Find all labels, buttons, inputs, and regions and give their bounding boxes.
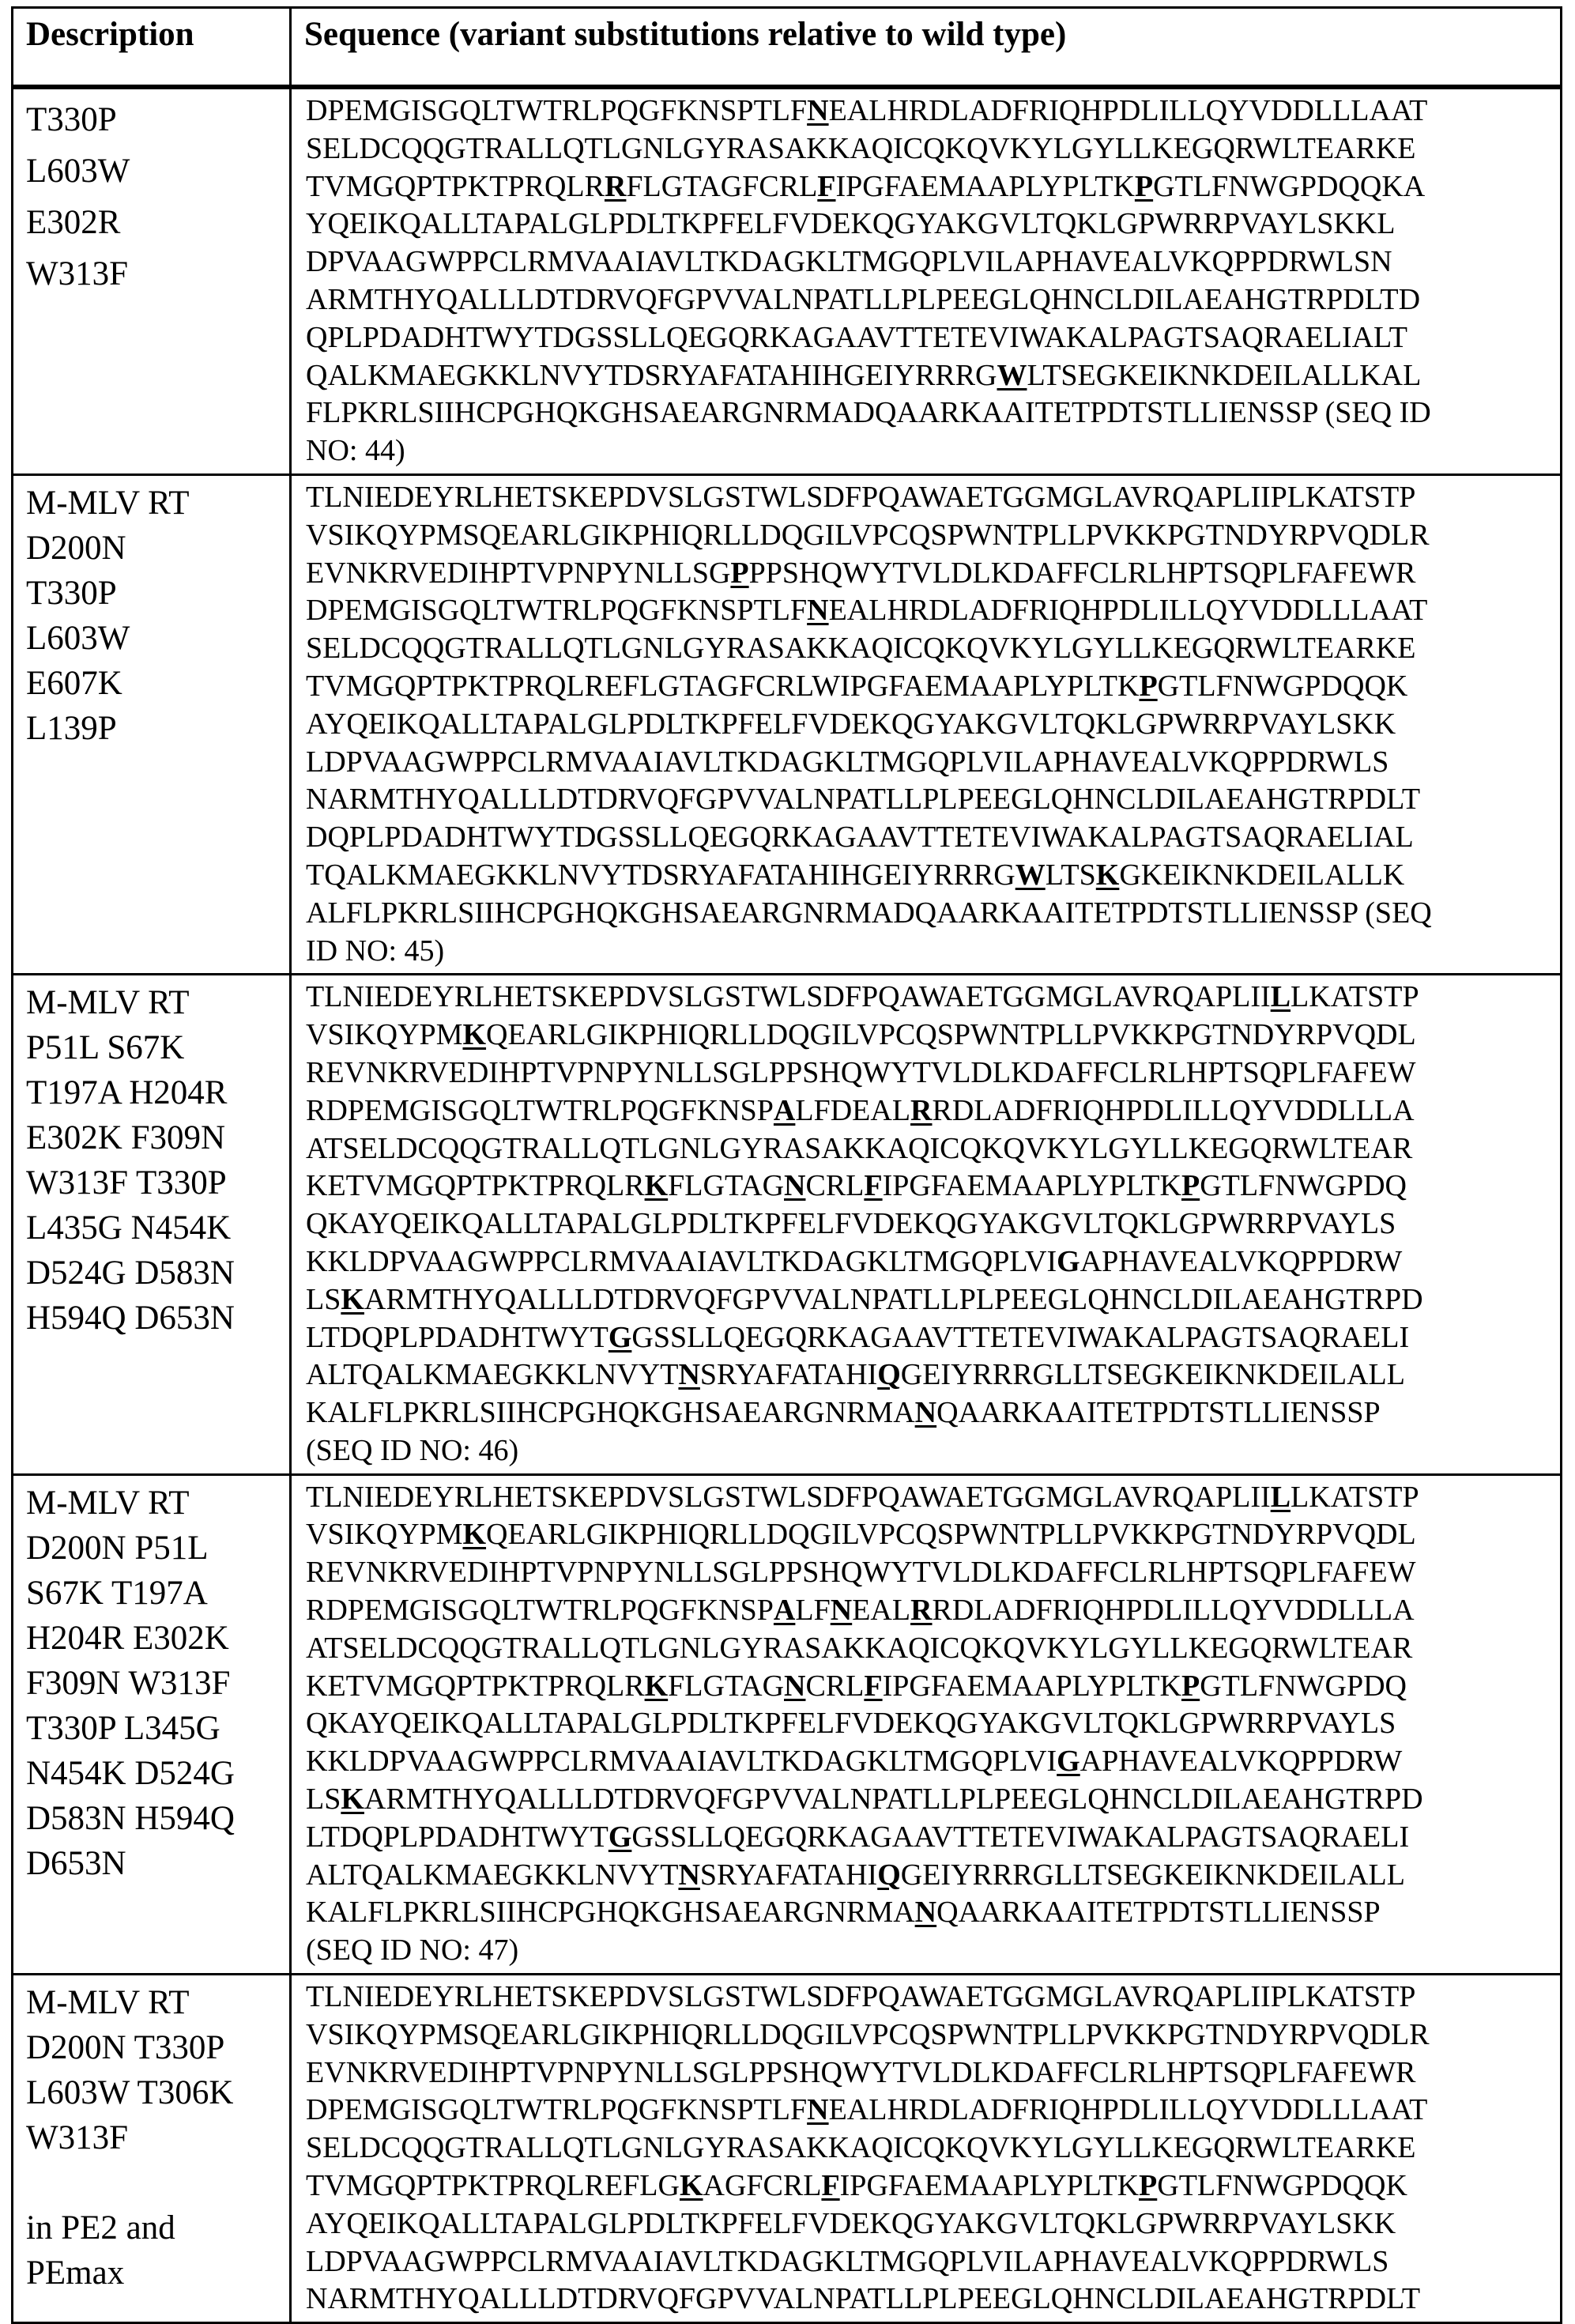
substitution-residue: N [678,1358,699,1391]
description-line: L603W [26,145,289,197]
description-cell [13,87,291,474]
sequence-segment: QKAYQEIKQALLTAPALGLPDLTKPFELFVDEKQGYAKGVLTQKLGPWRRPVAYLS [306,1207,1396,1240]
sequence-line [306,1932,1560,1970]
sequence-line [306,819,1560,857]
sequence-segment: LTDQPLPDADHTWYT [306,1820,609,1854]
substitution-residue: P [1181,1669,1200,1703]
sequence-segment: DPEMGISGQLTWTRLPQGFKNSPTLF [306,2093,807,2126]
sequence-segment: (SEQ ID NO: 47) [306,1934,518,1967]
highlighted-residue: G [1057,1245,1080,1278]
sequence-segment: ATSELDCQQGTRALLQTLGNLGYRASAKKAQICQKQVKYLGYLLKEGQRWLTEAR [306,1132,1412,1165]
sequence-segment: LS [306,1783,341,1816]
description-line: D200N [26,526,289,571]
description-line: H594Q D653N [26,1296,289,1341]
sequence-segment: RDPEMGISGQLTWTRLPQGFKNSP [306,1594,774,1627]
sequence-segment: TLNIEDEYRLHETSKEPDVSLGSTWLSDFPQAWAETGGMGLAVRQAPLII [306,1481,1271,1514]
sequence-line [306,2243,1560,2281]
description-line: S67K T197A [26,1571,289,1616]
description-line: in PE2 and [26,2205,289,2250]
sequence-segment: REVNKRVEDIHPTVPNPYNLLSGLPPSHQWYTVLDLKDAFFCLRLHPTSQPLFAFEW [306,1556,1415,1589]
substitution-residue: A [774,1594,795,1627]
sequence-segment: KKLDPVAAGWPPCLRMVAAIAVLTKDAGKLTMGQPLVI [306,1745,1057,1778]
sequence-segment: LKATSTP [1291,1481,1419,1514]
sequence-segment: DPVAAGWPPCLRMVAAIAVLTKDAGKLTMGQPLVILAPHAVEALVKQPPDRWLSN [306,245,1392,278]
sequence-segment: EVNKRVEDIHPTVPNPYNLLSGLPPSHQWYTVLDLKDAFFCLRLHPTSQPLFAFEWR [306,2056,1415,2089]
sequence-line [306,243,1560,281]
description-line: D653N [26,1841,289,1886]
sequence-segment: GTLFNWGPDQQK [1158,670,1408,703]
description-line: E607K [26,661,289,706]
substitution-residue: K [341,1783,364,1816]
sequence-segment: CRL [805,1669,864,1703]
sequence-line [306,479,1560,517]
sequence-segment: EVNKRVEDIHPTVPNPYNLLSG [306,556,730,590]
substitution-residue: Q [877,1358,901,1391]
description-line: P51L S67K [26,1025,289,1070]
header-description: Description [13,8,291,88]
sequence-line [306,92,1560,130]
sequence-segment: EALHRDLADFRIQHPDLILLQYVDDLLLAAT [829,594,1428,627]
sequence-line [306,1554,1560,1592]
sequence-segment: TVMGQPTPKTPRQLREFLG [306,2169,680,2202]
sequence-segment: CRL [805,1169,864,1202]
sequence-cell [291,474,1562,974]
sequence-line [306,933,1560,971]
sequence-line [306,1168,1560,1205]
sequence-line [306,2167,1560,2205]
sequence-segment: GKEIKNKDEILALLK [1119,858,1404,892]
sequence-segment: FLGTAGFCRL [626,170,817,203]
substitution-residue: G [609,1321,632,1354]
sequence-segment: DPEMGISGQLTWTRLPQGFKNSPTLF [306,594,807,627]
sequence-segment: LTDQPLPDADHTWYT [306,1321,609,1354]
sequence-line [306,744,1560,782]
substitution-residue: F [864,1169,882,1202]
sequence-segment: TLNIEDEYRLHETSKEPDVSLGSTWLSDFPQAWAETGGMGLAVRQAPLIIPLKATSTP [306,481,1415,514]
description-line: W313F [26,2115,289,2160]
table-row [13,87,1562,474]
sequence-cell [291,1474,1562,1974]
sequence-line [306,706,1560,744]
sequence-segment: VSIKQYPMSQEARLGIKPHIQRLLDQGILVPCQSPWNTPLLPVKKPGTNDYRPVQDLR [306,2018,1430,2051]
sequence-line [306,1979,1560,2017]
sequence-line [306,2017,1560,2054]
sequence-line [306,1781,1560,1819]
sequence-segment: NARMTHYQALLLDTDRVQFGPVVALNPATLLPLPEEGLQHNCLDILAEAHGTRPDLT [306,2282,1420,2315]
sequence-line [306,1630,1560,1668]
header-row [13,8,1562,88]
sequence-segment: ALTQALKMAEGKKLNVYT [306,1358,678,1391]
sequence-segment: GTLFNWGPDQQKA [1153,170,1425,203]
sequence-line [306,668,1560,706]
sequence-segment: RDLADFRIQHPDLILLQYVDDLLLA [933,1594,1415,1627]
substitution-residue: N [784,1669,805,1703]
sequence-segment: LFDEAL [795,1094,910,1127]
sequence-segment: EALHRDLADFRIQHPDLILLQYVDDLLLAAT [829,94,1428,127]
sequence-segment: ARMTHYQALLLDTDRVQFGPVVALNPATLLPLPEEGLQHNCLDILAEAHGTRPDLTD [306,283,1420,316]
sequence-segment: AYQEIKQALLTAPALGLPDLTKPFELFVDEKQGYAKGVLTQKLGPWRRPVAYLSKK [306,2207,1396,2240]
sequence-segment: DQPLPDADHTWYTDGSSLLQEGQRKAGAAVTTETEVIWAKALPAGTSAQRAELIAL [306,821,1414,854]
sequence-segment: TVMGQPTPKTPRQLR [306,170,605,203]
sequence-segment: KALFLPKRLSIIHCPGHQKGHSAEARGNRMA [306,1396,915,1429]
substitution-residue: L [1271,1481,1291,1514]
substitution-residue: P [1139,2169,1157,2202]
sequence-line [306,1479,1560,1517]
sequence-line [306,857,1560,895]
substitution-residue: K [645,1669,669,1703]
sequence-segment: GTLFNWGPDQQK [1157,2169,1407,2202]
sequence-line [306,319,1560,357]
substitution-residue: N [678,1858,699,1892]
variant-sequence-table [11,6,1562,2324]
sequence-line [306,555,1560,593]
table-row [13,975,1562,1474]
sequence-line [306,168,1560,206]
description-line: L139P [26,706,289,751]
sequence-line [306,1592,1560,1630]
substitution-residue: P [730,556,748,590]
sequence-line [306,357,1560,395]
sequence-segment: GTLFNWGPDQ [1200,1169,1407,1202]
sequence-segment: REVNKRVEDIHPTVPNPYNLLSGLPPSHQWYTVLDLKDAFFCLRLHPTSQPLFAFEW [306,1056,1415,1089]
description-line: H204R E302K [26,1616,289,1661]
sequence-segment: QAARKAAITETPDTSTLLIENSSP [936,1396,1381,1429]
sequence-cell [291,1975,1562,2323]
sequence-line [306,895,1560,933]
description-line: W313F [26,248,289,300]
description-line: W313F T330P [26,1160,289,1205]
sequence-segment: GSSLLQEGQRKAGAAVTTETEVIWAKALPAGTSAQRAELI [631,1820,1409,1854]
sequence-line [306,517,1560,555]
sequence-segment: QEARLGIKPHIQRLLDQGILVPCQSPWNTPLLPVKKPGTNDYRPVQDL [486,1518,1416,1551]
description-line: N454K D524G [26,1751,289,1796]
sequence-line [306,1243,1560,1281]
description-cell [13,474,291,974]
substitution-residue: R [910,1094,932,1127]
substitution-residue: G [1057,1745,1080,1778]
sequence-segment: QAARKAAITETPDTSTLLIENSSP [936,1896,1381,1929]
sequence-segment: EAL [852,1594,910,1627]
substitution-residue: W [997,359,1027,392]
sequence-segment: GEIYRRRGLLTSEGKEIKNKDEILALL [901,1358,1405,1391]
substitution-residue: G [609,1820,632,1854]
substitution-residue: Q [877,1858,901,1892]
sequence-segment: APHAVEALVKQPPDRW [1080,1245,1403,1278]
description-line: PEmax [26,2250,289,2296]
sequence-line [306,1743,1560,1781]
substitution-residue: N [807,94,828,127]
description-line: L435G N454K [26,1205,289,1251]
table-row [13,1975,1562,2323]
sequence-line [306,1668,1560,1706]
sequence-segment: TLNIEDEYRLHETSKEPDVSLGSTWLSDFPQAWAETGGMGLAVRQAPLIIPLKATSTP [306,1980,1415,2013]
sequence-segment: EALHRDLADFRIQHPDLILLQYVDDLLLAAT [829,2093,1428,2126]
substitution-residue: N [831,1594,852,1627]
substitution-residue: K [1096,858,1120,892]
sequence-segment: AGFCRL [703,2169,822,2202]
header-sequence: Sequence (variant substitutions relative to wild type) [291,8,1562,88]
description-line: E302K F309N [26,1115,289,1160]
description-cell [13,975,291,1474]
sequence-segment: ARMTHYQALLLDTDRVQFGPVVALNPATLLPLPEEGLQHNCLDILAEAHGTRPD [364,1783,1423,1816]
sequence-segment: LF [795,1594,830,1627]
substitution-residue: K [341,1283,364,1316]
sequence-segment: RDLADFRIQHPDLILLQYVDDLLLA [932,1094,1414,1127]
sequence-segment: (SEQ ID NO: 46) [306,1434,518,1467]
sequence-segment: DPEMGISGQLTWTRLPQGFKNSPTLF [306,94,807,127]
sequence-segment: IPGFAEMAAPLYPLTK [883,1169,1181,1202]
sequence-segment: FLGTAG [668,1669,784,1703]
description-cell [13,1474,291,1974]
sequence-line [306,1130,1560,1168]
sequence-line [306,1857,1560,1895]
description-line: M-MLV RT [26,980,289,1025]
description-line: T330P [26,94,289,145]
substitution-residue: K [680,2169,703,2202]
sequence-segment: ARMTHYQALLLDTDRVQFGPVVALNPATLLPLPEEGLQHNCLDILAEAHGTRPD [364,1283,1423,1316]
sequence-line [306,630,1560,668]
table-row [13,1474,1562,1974]
sequence-line [306,592,1560,630]
description-line: F309N W313F [26,1661,289,1706]
sequence-segment: LTSEGKEIKNKDEILALLKAL [1027,359,1421,392]
sequence-segment: FLGTAG [668,1169,784,1202]
description-line [26,2160,289,2205]
sequence-cell [291,975,1562,1474]
sequence-segment: GSSLLQEGQRKAGAAVTTETEVIWAKALPAGTSAQRAELI [631,1321,1409,1354]
sequence-segment: LDPVAAGWPPCLRMVAAIAVLTKDAGKLTMGQPLVILAPHAVEALVKQPPDRWLS [306,2245,1388,2278]
sequence-segment: KETVMGQPTPKTPRQLR [306,1169,645,1202]
sequence-line [306,2092,1560,2130]
substitution-residue: F [864,1669,882,1703]
sequence-line [306,1432,1560,1470]
sequence-segment: IPGFAEMAAPLYPLTK [883,1669,1181,1703]
table-row [13,474,1562,974]
substitution-residue: R [605,170,626,203]
description-line: T330P [26,571,289,616]
sequence-segment: SELDCQQGTRALLQTLGNLGYRASAKKAQICQKQVKYLGYLLKEGQRWLTEARKE [306,132,1416,165]
sequence-segment: SELDCQQGTRALLQTLGNLGYRASAKKAQICQKQVKYLGYLLKEGQRWLTEARKE [306,2131,1416,2164]
description-line: D524G D583N [26,1251,289,1296]
sequence-segment: QEARLGIKPHIQRLLDQGILVPCQSPWNTPLLPVKKPGTNDYRPVQDL [486,1018,1416,1051]
sequence-segment: NARMTHYQALLLDTDRVQFGPVVALNPATLLPLPEEGLQHNCLDILAEAHGTRPDLT [306,783,1420,816]
sequence-segment: ID NO: 45) [306,934,444,968]
table-body [13,87,1562,2323]
sequence-segment: QKAYQEIKQALLTAPALGLPDLTKPFELFVDEKQGYAKGVLTQKLGPWRRPVAYLS [306,1707,1396,1740]
substitution-residue: N [915,1396,936,1429]
sequence-segment: LKATSTP [1291,980,1419,1013]
sequence-segment: VSIKQYPMSQEARLGIKPHIQRLLDQGILVPCQSPWNTPLLPVKKPGTNDYRPVQDLR [306,519,1430,552]
sequence-line [306,1819,1560,1857]
sequence-segment: IPGFAEMAAPLYPLTK [840,2169,1139,2202]
sequence-line [306,206,1560,243]
substitution-residue: N [807,594,828,627]
substitution-residue: K [645,1169,669,1202]
substitution-residue: F [817,170,835,203]
sequence-line [306,394,1560,432]
sequence-line [306,1516,1560,1554]
sequence-segment: IPGFAEMAAPLYPLTK [836,170,1135,203]
sequence-segment: VSIKQYPM [306,1018,462,1051]
sequence-line [306,979,1560,1017]
sequence-line [306,2281,1560,2318]
sequence-line [306,781,1560,819]
sequence-segment: NO: 44) [306,434,405,467]
description-line: D200N P51L [26,1526,289,1571]
description-line: L603W [26,616,289,661]
sequence-line [306,1281,1560,1319]
sequence-segment: QALKMAEGKKLNVYTDSRYAFATAHIHGEIYRRRG [306,359,997,392]
description-line: M-MLV RT [26,1980,289,2025]
description-line: D583N H594Q [26,1796,289,1841]
substitution-residue: F [821,2169,839,2202]
sequence-segment: ALTQALKMAEGKKLNVYT [306,1858,678,1892]
sequence-line [306,1356,1560,1394]
substitution-residue: K [462,1518,486,1551]
sequence-segment: SELDCQQGTRALLQTLGNLGYRASAKKAQICQKQVKYLGYLLKEGQRWLTEARKE [306,632,1416,665]
substitution-residue: N [915,1896,936,1929]
sequence-line [306,1319,1560,1357]
sequence-segment: SRYAFATAHI [700,1358,877,1391]
sequence-line [306,1017,1560,1054]
sequence-segment: KKLDPVAAGWPPCLRMVAAIAVLTKDAGKLTMGQPLVI [306,1245,1057,1278]
sequence-segment: LDPVAAGWPPCLRMVAAIAVLTKDAGKLTMGQPLVILAPHAVEALVKQPPDRWLS [306,745,1388,779]
sequence-line [306,1054,1560,1092]
sequence-line [306,1092,1560,1130]
sequence-segment: AYQEIKQALLTAPALGLPDLTKPFELFVDEKQGYAKGVLTQKLGPWRRPVAYLSKK [306,707,1396,741]
substitution-residue: K [462,1018,486,1051]
substitution-residue: P [1135,170,1153,203]
substitution-residue: N [807,2093,828,2126]
description-line: M-MLV RT [26,1481,289,1526]
sequence-segment: FLPKRLSIIHCPGHQKGHSAEARGNRMADQAARKAAITETPDTSTLLIENSSP (SEQ ID [306,396,1431,429]
sequence-segment: VSIKQYPM [306,1518,462,1551]
sequence-line [306,1394,1560,1432]
sequence-segment: KETVMGQPTPKTPRQLR [306,1669,645,1703]
description-line: T197A H204R [26,1070,289,1115]
sequence-line [306,2205,1560,2243]
sequence-segment: ALFLPKRLSIIHCPGHQKGHSAEARGNRMADQAARKAAITETPDTSTLLIENSSP (SEQ [306,896,1432,930]
description-line: E302R [26,197,289,248]
sequence-segment: YQEIKQALLTAPALGLPDLTKPFELFVDEKQGYAKGVLTQKLGPWRRPVAYLSKKL [306,207,1395,240]
sequence-segment: LTS [1046,858,1096,892]
sequence-line [306,2054,1560,2092]
sequence-segment: LS [306,1283,341,1316]
sequence-line [306,130,1560,168]
description-line: D200N T330P [26,2025,289,2070]
sequence-segment: TVMGQPTPKTPRQLREFLGTAGFCRLWIPGFAEMAAPLYPLTK [306,670,1139,703]
sequence-segment: QPLPDADHTWYTDGSSLLQEGQRKAGAAVTTETEVIWAKALPAGTSAQRAELIALT [306,321,1407,354]
substitution-residue: R [910,1594,932,1627]
substitution-residue: W [1015,858,1046,892]
description-line: L603W T306K [26,2070,289,2115]
substitution-residue: A [774,1094,795,1127]
sequence-line [306,1205,1560,1243]
substitution-residue: L [1271,980,1291,1013]
sequence-segment: SRYAFATAHI [700,1858,877,1892]
sequence-segment: ATSELDCQQGTRALLQTLGNLGYRASAKKAQICQKQVKYLGYLLKEGQRWLTEAR [306,1632,1412,1665]
substitution-residue: P [1181,1169,1200,1202]
sequence-segment: KALFLPKRLSIIHCPGHQKGHSAEARGNRMA [306,1896,915,1929]
sequence-segment: PPSHQWYTVLDLKDAFFCLRLHPTSQPLFAFEWR [749,556,1416,590]
substitution-residue: P [1139,670,1157,703]
sequence-segment: APHAVEALVKQPPDRW [1080,1745,1403,1778]
sequence-line [306,1894,1560,1932]
sequence-segment: GTLFNWGPDQ [1200,1669,1407,1703]
sequence-line [306,432,1560,470]
sequence-line [306,1705,1560,1743]
sequence-line [306,281,1560,319]
sequence-segment: TQALKMAEGKKLNVYTDSRYAFATAHIHGEIYRRRG [306,858,1015,892]
substitution-residue: N [784,1169,805,1202]
description-line: M-MLV RT [26,481,289,526]
sequence-segment: RDPEMGISGQLTWTRLPQGFKNSP [306,1094,774,1127]
sequence-cell [291,87,1562,474]
sequence-line [306,2130,1560,2167]
sequence-segment: TLNIEDEYRLHETSKEPDVSLGSTWLSDFPQAWAETGGMGLAVRQAPLII [306,980,1271,1013]
description-cell [13,1975,291,2323]
description-line: T330P L345G [26,1706,289,1751]
sequence-segment: GEIYRRRGLLTSEGKEIKNKDEILALL [901,1858,1405,1892]
